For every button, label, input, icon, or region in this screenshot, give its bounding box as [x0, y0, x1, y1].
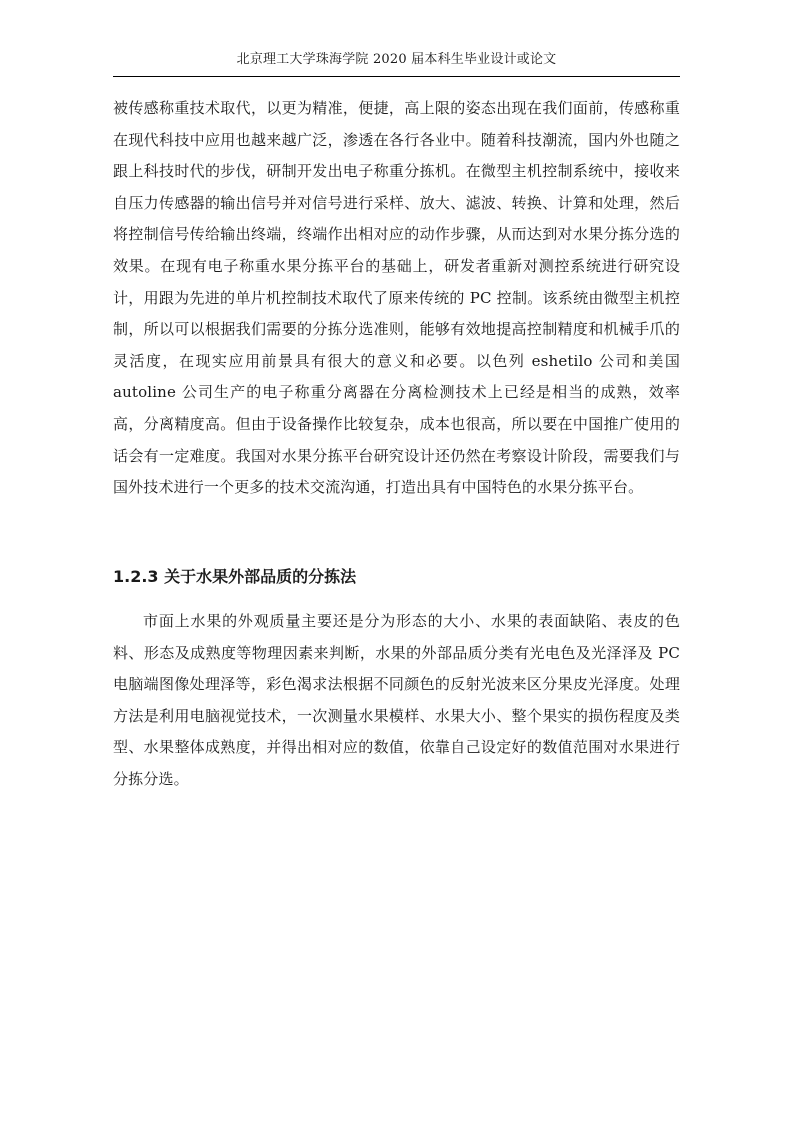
body-paragraph-2: 市面上水果的外观质量主要还是分为形态的大小、水果的表面缺陷、表皮的色料、形态及成熟度等物理因素来判断，水果的外部品质分类有光电色及光泽泽及 PC 电脑端图像处理泽等，彩色渴求法根据不同颜色的反射光波来区分果皮光泽度。处理方法是利用电脑视觉技术，一次测量水果模样、水果大小、整个果实的损伤程度及类型、水果整体成熟度，并得出相对应的数值，依靠自己设定好的数值范围对水果进行分拣分选。: [113, 612, 680, 788]
section-heading: 1.2.3 关于水果外部品质的分拣法: [113, 567, 357, 586]
body-paragraph-1: 被传感称重技术取代，以更为精准，便捷，高上限的姿态出现在我们面前，传感称重在现代科技中应用也越来越广泛，渗透在各行各业中。随着科技潮流，国内外也随之跟上科技时代的步伐，研制开发出电子称重分拣机。在微型主机控制系统中，接收来自压力传感器的输出信号并对信号进行采样、放大、滤波、转换、计算和处理，然后将控制信号传给输出终端，终端作出相对应的动作步骤，从而达到对水果分拣分选的效果。在现有电子称重水果分拣平台的基础上，研发者重新对测控系统进行研究设计，用跟为先进的单片机控制技术取代了原来传统的 PC 控制。该系统由微型主机控制，所以可以根据我们需要的分拣分选准则，能够有效地提高控制精度和机械手爪的灵活度，在现实应用前景具有很大的意义和必要。以色列 eshetilo 公司和美国 autoline 公司生产的电子称重分离器在分离检测技术上已经是相当的成熟，效率高，分离精度高。但由于设备操作比较复杂，成本也很高，所以要在中国推广使用的话会有一定难度。我国对水果分拣平台研究设计还仍然在考察设计阶段，需要我们与国外技术进行一个更多的技术交流沟通，打造出具有中国特色的水果分拣平台。: [113, 99, 680, 497]
running-header: 北京理工大学珠海学院 2020 届本科生毕业设计或论文: [236, 52, 557, 67]
header-rule: [113, 76, 680, 77]
